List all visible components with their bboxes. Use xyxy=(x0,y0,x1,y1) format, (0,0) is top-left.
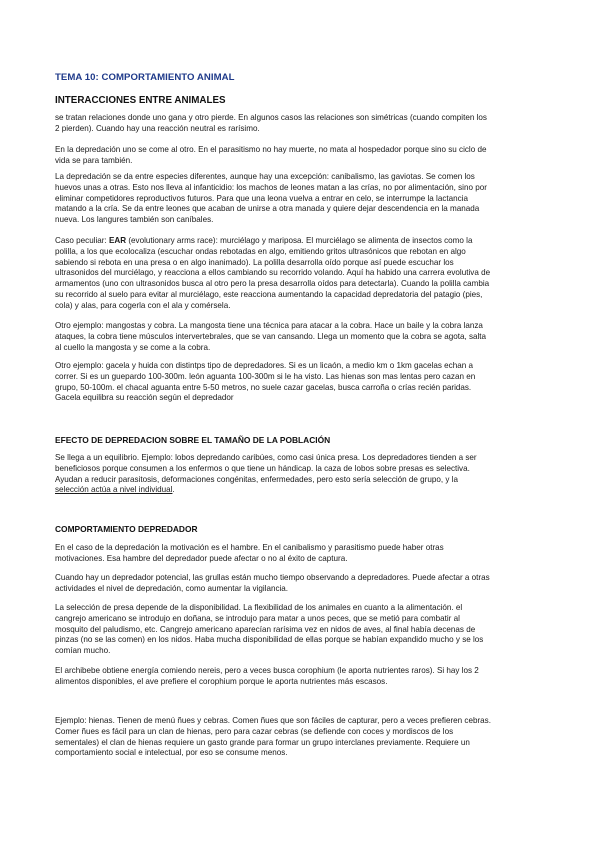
ear-term: EAR xyxy=(109,236,127,245)
paragraph xyxy=(55,321,486,353)
paragraph xyxy=(55,666,479,688)
text-line: se tratan relaciones donde uno gana y otro pierde. En algunos casos las relaciones son simétricas (cuando compiten los xyxy=(55,113,487,122)
text-line: comían mucho. xyxy=(55,646,111,656)
paragraph xyxy=(55,603,483,657)
text-line: al cuello la mangosta y se come a la cobra. xyxy=(55,342,211,352)
text-line xyxy=(55,236,490,247)
text-line: correr. Si es un guepardo 100-300m. león aguanta 100-300m si le ha visto. Las hienas son mas lentas pero cazan en xyxy=(55,371,476,381)
paragraph xyxy=(55,716,491,759)
text-line: Ayudan a reducir parasitosis, deformaciones congénitas, enfermedades, pero esto sería selección de grupo, y la xyxy=(55,474,458,484)
text-line: El archibebe obtiene energía comiendo nereis, pero a veces busca corophium (le aporta nutrientes raros). Si hay los 2 xyxy=(55,666,479,675)
text-line: nueva. Los langures también son caníbales. xyxy=(55,215,214,225)
text-line: armamentos (uno con ultrasonidos busca al otro pero la presa desarrolla oídos para detectarla). Cuando la polilla cambia xyxy=(55,279,490,289)
text-line: Otro ejemplo: mangostas y cobra. La mangosta tiene una técnica para atacar a la cobra. Hace un baile y la cobra lanza xyxy=(55,321,483,330)
text-line: cangrejo americano se introdujo en doñana, se introdujo para matar a unos peces, que se metió para combatir al xyxy=(55,613,460,623)
text-line: mosquito del paludismo, etc. Cangrejo americano aparecían rarísima vez en nidos de aves, al final había decenas de xyxy=(55,624,476,634)
text-line: actividades el nivel de depredación, como aumentar la vigilancia. xyxy=(55,583,289,593)
text-line: ataques, la cobra tiene músculos intervertebrales, que se van cansando. Llega un momento que la cobra se agota, salta xyxy=(55,331,487,341)
paragraph xyxy=(55,113,487,135)
text-tail: . xyxy=(172,485,175,495)
text-line: La depredación se da entre especies diferentes, aunque hay una excepción: canibalismo, las gaviotas. Se comen los xyxy=(55,172,475,181)
text-line: polilla, a los que ecolocaliza (escuchar ondas rebotadas en algo, emitiendo gritos ultrasónicos que rebotan en algo xyxy=(55,246,466,256)
underlined-text: selección actúa a nivel individual xyxy=(55,485,173,495)
text-line: vida se para también. xyxy=(55,155,133,165)
text-line: sementales) el clan de hienas requiere un gasto grande para formar un grupo interclanes previamente. Requiere un xyxy=(55,737,470,747)
text-line: Comer ñues es fácil para un clan de hienas, pero para cazar cebras (se defiende con coces y mordiscos de los xyxy=(55,726,454,736)
text-line: su recorrido al suelo para evitar al murciélago, este reacciona aumentando la capacidad depredatoria del patagio (pies, xyxy=(55,289,483,299)
section-heading-interacciones: INTERACCIONES ENTRE ANIMALES xyxy=(55,95,226,106)
text-line: La selección de presa depende de la disponibilidad. La flexibilidad de los animales en cuanto a la alimentación. el xyxy=(55,603,463,612)
text-line: pinzas (no se las comen) en los nidos. Haba mucha disponibilidad de ellas porque se habían expandido mucho y se los xyxy=(55,635,484,645)
text-line: huevos unas a otras. Esto nos lleva al infanticidio: los machos de leones matan a las crías, no por alimentación, sino por xyxy=(55,182,487,192)
text-line: ultrasonidos del murciélago, y reacciona a ellos cambiando su recorrido volando. Aquí ha habido una carrera evolutiva de xyxy=(55,268,491,278)
text-line: cola) y alas, para cogerla con el ala y comérsela. xyxy=(55,300,231,310)
section-heading-efecto-depredacion: EFECTO DE DEPREDACION SOBRE EL TAMAÑO DE LA POBLACIÓN xyxy=(55,435,331,445)
text-line xyxy=(55,485,477,496)
paragraph xyxy=(55,453,477,496)
text-line: comportamiento social e intelectual, por eso se consume menos. xyxy=(55,748,288,758)
text-line: Otro ejemplo: gacela y huida con distintps tipo de depredadores. Si es un licaón, a medio km o 1km gacelas echan a xyxy=(55,361,473,370)
text-line: grupo, 50-100m. el chacal aguanta entre 5-50 metros, no suele cazar gacelas, busca carroña o crías recién paridas. xyxy=(55,382,472,392)
text-rest: (evolutionary arms race): murciélago y mariposa. El murciélago se alimenta de insectos como la xyxy=(126,236,473,245)
paragraph xyxy=(55,145,486,167)
paragraph xyxy=(55,172,487,226)
text-line: alimentos disponibles, el ave prefiere el corophium porque le aporta nutrientes más escasos. xyxy=(55,676,388,686)
text-line: motivaciones. Esa hambre del depredador puede afectar o no al éxito de captura. xyxy=(55,553,348,563)
text-line: eliminar competidores reproductivos futuros. Para que una leona vuelva a entrar en celo, se interrumpe la lactancia xyxy=(55,193,469,203)
paragraph xyxy=(55,573,490,595)
document-title: TEMA 10: COMPORTAMIENTO ANIMAL xyxy=(55,72,235,83)
text-prefix: Caso peculiar: xyxy=(55,236,109,245)
text-line: En el caso de la depredación la motivación es el hambre. En el canibalismo y parasitismo puede haber otras xyxy=(55,543,444,552)
text-line: matando a la cría. Se da entre leones que acaban de unirse a otra manada y quiere dejar descendencia en la manada xyxy=(55,204,480,214)
paragraph xyxy=(55,236,490,312)
text-line: Ejemplo: hienas. Tienen de menú ñues y cebras. Comen ñues que son fáciles de capturar, pero a veces prefieren cebras. xyxy=(55,716,491,725)
paragraph xyxy=(55,543,444,565)
text-line: En la depredación uno se come al otro. En el parasitismo no hay muerte, no mata al hospedador porque sino su ciclo de xyxy=(55,145,487,154)
text-line: Cuando hay un depredador potencial, las grullas están mucho tiempo observando a depredadores. Puede afectar a otras xyxy=(55,573,490,582)
text-line: Se llega a un equilibrio. Ejemplo: lobos depredando caribúes, como casi única presa. Los depredadores tienden a ser xyxy=(55,453,477,462)
text-line: sabiendo si rebota en una presa o en algo inanimado). La polilla desarrolla oído porque así puede escuchar los xyxy=(55,257,454,267)
text-line: 2 pierden). Cuando hay una reacción neutral es rarísimo. xyxy=(55,123,260,133)
paragraph xyxy=(55,361,475,404)
text-line: beneficiosos porque consumen a los enfermos o que tiene un hándicap. la caza de lobos sobre presas es selectiva. xyxy=(55,463,470,473)
text-line: Gacela equilibra su reacción según el depredador xyxy=(55,393,234,403)
section-heading-comportamiento-depredador: COMPORTAMIENTO DEPREDADOR xyxy=(55,524,198,534)
